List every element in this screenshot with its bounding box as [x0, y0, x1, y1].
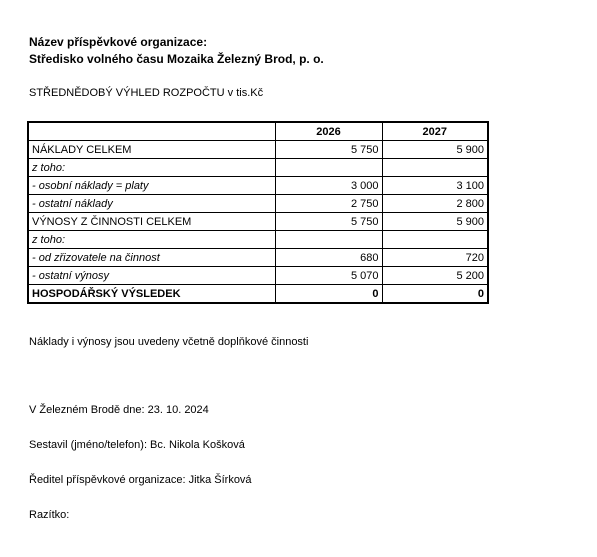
- value-2027: 720: [382, 249, 488, 267]
- budget-table: [27, 121, 489, 304]
- row-label: z toho:: [28, 231, 275, 249]
- row-label: z toho:: [28, 159, 275, 177]
- date-line: V Železném Brodě dne: 23. 10. 2024: [29, 404, 209, 416]
- table-row: [28, 249, 488, 267]
- value-2027: 5 900: [382, 213, 488, 231]
- value-2026: [275, 159, 382, 177]
- value-2026: 5 750: [275, 141, 382, 159]
- row-label: - ostatní výnosy: [28, 267, 275, 285]
- value-2026: [275, 231, 382, 249]
- document-title: STŘEDNĚDOBÝ VÝHLED ROZPOČTU v tis.Kč: [29, 87, 264, 99]
- row-label: - osobní náklady = platy: [28, 177, 275, 195]
- row-label: - ostatní náklady: [28, 195, 275, 213]
- table-row: [28, 195, 488, 213]
- compiled-by: Sestavil (jméno/telefon): Bc. Nikola Košková: [29, 439, 245, 451]
- director-line: Ředitel příspěvkové organizace: Jitka Šírková: [29, 474, 252, 486]
- table-row: [28, 141, 488, 159]
- value-2026: 680: [275, 249, 382, 267]
- row-label: NÁKLADY CELKEM: [28, 141, 275, 159]
- value-2027: [382, 231, 488, 249]
- row-label: HOSPODÁŘSKÝ VÝSLEDEK: [28, 285, 275, 304]
- row-label: VÝNOSY Z ČINNOSTI CELKEM: [28, 213, 275, 231]
- table-row: [28, 231, 488, 249]
- org-label: Název příspěvkové organizace:: [29, 35, 208, 49]
- table-row: [28, 285, 488, 304]
- row-label: - od zřizovatele na činnost: [28, 249, 275, 267]
- value-2026: 5 750: [275, 213, 382, 231]
- value-2027: 0: [382, 285, 488, 304]
- value-2027: 5 900: [382, 141, 488, 159]
- table-header-row: [28, 122, 488, 141]
- table-row: [28, 267, 488, 285]
- value-2026: 0: [275, 285, 382, 304]
- org-name: Středisko volného času Mozaika Železný Brod, p. o.: [29, 52, 324, 66]
- value-2027: [382, 159, 488, 177]
- table-row: [28, 213, 488, 231]
- value-2026: 2 750: [275, 195, 382, 213]
- header-cell-2027: 2027: [382, 122, 488, 141]
- value-2026: 5 070: [275, 267, 382, 285]
- value-2026: 3 000: [275, 177, 382, 195]
- value-2027: 5 200: [382, 267, 488, 285]
- value-2027: 2 800: [382, 195, 488, 213]
- note-text: Náklady i výnosy jsou uvedeny včetně doplňkové činnosti: [29, 336, 309, 348]
- header-cell-label: [28, 122, 275, 141]
- header-cell-2026: 2026: [275, 122, 382, 141]
- stamp-label: Razítko:: [29, 509, 70, 521]
- table-row: [28, 159, 488, 177]
- table-row: [28, 177, 488, 195]
- value-2027: 3 100: [382, 177, 488, 195]
